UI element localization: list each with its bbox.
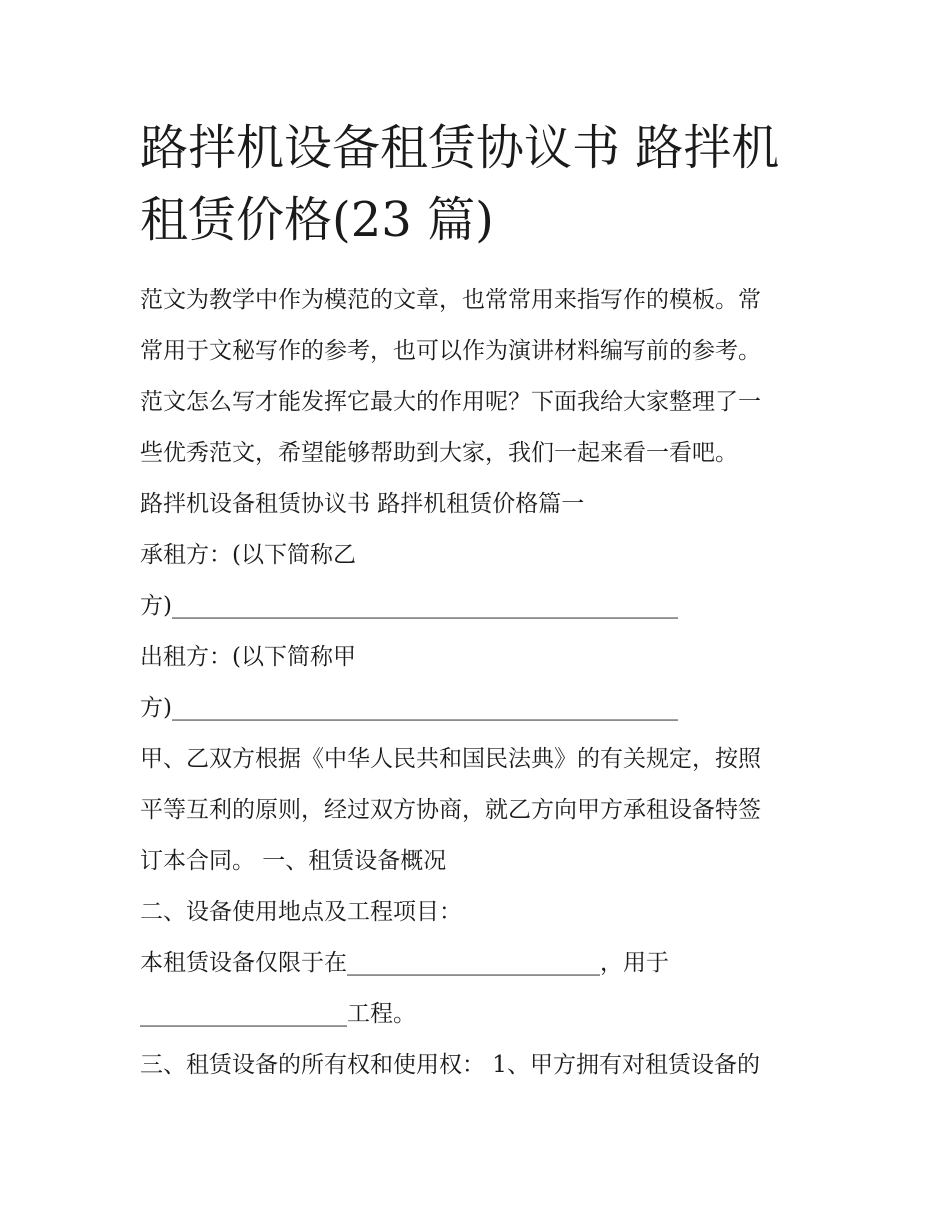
clause-3-line: 三、租赁设备的所有权和使用权： 1、甲方拥有对租赁设备的 [140, 1052, 760, 1078]
body-line-3: 订本合同。 一、租赁设备概况 [140, 848, 447, 874]
lessee-label: 承租方：(以下简称乙 [140, 542, 356, 568]
lessor-blank: 方)____________________________________________ [140, 695, 678, 721]
intro-line-2: 常用于文秘写作的参考，也可以作为演讲材料编写前的参考。 [140, 338, 761, 364]
title-line-2: 租赁价格(23 篇) [140, 192, 494, 248]
body-line-1: 甲、乙双方根据《中华人民共和国民法典》的有关规定，按照 [140, 746, 761, 772]
document-title [140, 112, 820, 256]
clause-2-location: 本租赁设备仅限于在______________________，用于 [140, 950, 669, 976]
body-line-2: 平等互利的原则，经过双方协商，就乙方向甲方承租设备特签 [140, 797, 761, 823]
intro-line-4: 些优秀范文，希望能够帮助到大家，我们一起来看一看吧。 [140, 440, 738, 466]
title-line-1: 路拌机设备租赁协议书 路拌机 [140, 120, 780, 176]
lessor-label: 出租方：(以下简称甲 [140, 644, 356, 670]
clause-2-project: __________________工程。 [140, 1001, 416, 1027]
intro-line-3: 范文怎么写才能发挥它最大的作用呢？下面我给大家整理了一 [140, 389, 761, 415]
section-heading: 路拌机设备租赁协议书 路拌机租赁价格篇一 [140, 491, 585, 517]
clause-2-heading: 二、设备使用地点及工程项目： [140, 899, 462, 925]
intro-line-1: 范文为教学中作为模范的文章，也常常用来指写作的模板。常 [140, 287, 761, 313]
lessee-blank: 方)____________________________________________ [140, 593, 678, 619]
